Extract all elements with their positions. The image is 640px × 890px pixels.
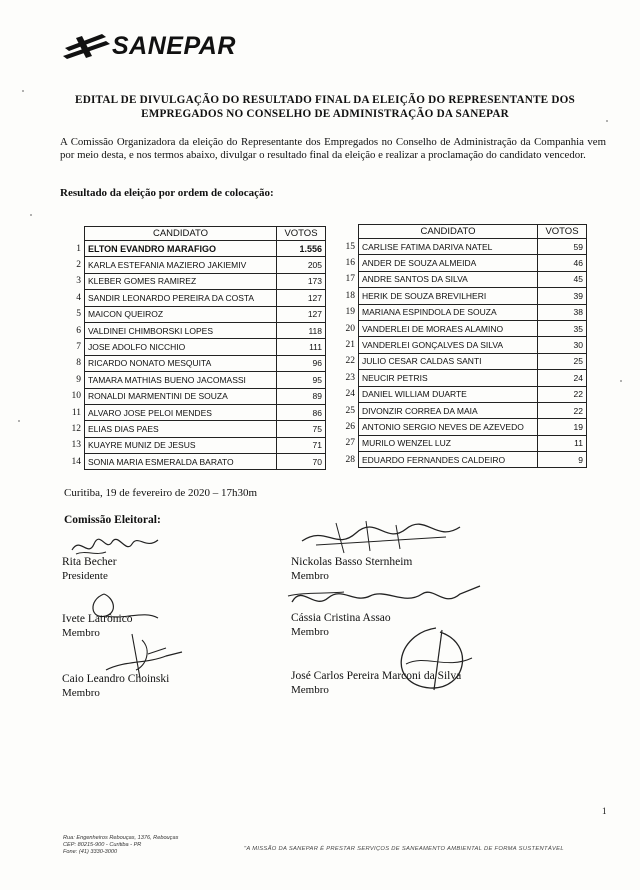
votes-cell: 25	[538, 353, 587, 369]
position-cell: 25	[340, 402, 359, 418]
votes-cell: 11	[538, 435, 587, 451]
member-name: Cássia Cristina Assao	[291, 612, 391, 624]
votes-cell: 22	[538, 386, 587, 402]
member-nickolas-sternheim	[291, 555, 412, 583]
table-row	[66, 257, 326, 273]
position-cell: 26	[340, 419, 359, 435]
table-row	[340, 271, 587, 287]
table-row	[340, 337, 587, 353]
candidate-cell: DIVONZIR CORREA DA MAIA	[359, 402, 538, 418]
footer-address	[63, 835, 178, 856]
table-row	[340, 370, 587, 386]
votes-cell: 35	[538, 320, 587, 336]
member-name: Caio Leandro Choinski	[62, 673, 170, 685]
table-row	[340, 320, 587, 336]
scan-speck	[606, 120, 608, 122]
votes-cell: 9	[538, 452, 587, 468]
position-cell: 23	[340, 370, 359, 386]
candidate-cell: MURILO WENZEL LUZ	[359, 435, 538, 451]
column-header-votes: VOTOS	[538, 225, 587, 239]
candidate-cell: VALDINEI CHIMBORSKI LOPES	[85, 322, 277, 338]
column-header-candidate: CANDIDATO	[359, 225, 538, 239]
intro-paragraph: A Comissão Organizadora da eleição do Representante dos Empregados no Conselho de Administração da Companhia vem por meio desta, e nos termos abaixo, divulgar o resultado final da eleição e realizar a proclamação do candidato vencedor.	[60, 136, 606, 161]
table-row	[66, 454, 326, 470]
position-cell: 16	[340, 255, 359, 271]
table-row	[66, 355, 326, 371]
logo-text: SANEPAR	[112, 32, 236, 60]
position-cell: 7	[66, 339, 85, 355]
member-name: Nickolas Basso Sternheim	[291, 556, 413, 568]
candidate-cell: SANDIR LEONARDO PEREIRA DA COSTA	[85, 290, 277, 306]
table-row	[340, 452, 587, 468]
votes-cell: 173	[277, 273, 326, 289]
candidate-cell: NEUCIR PETRIS	[359, 370, 538, 386]
position-cell: 21	[340, 337, 359, 353]
scan-speck	[22, 90, 24, 92]
table-row	[340, 386, 587, 402]
candidate-cell: ALVARO JOSE PELOI MENDES	[85, 404, 277, 420]
table-row	[66, 404, 326, 420]
votes-cell: 86	[277, 404, 326, 420]
sanepar-logo-icon	[62, 28, 112, 64]
votes-cell: 22	[538, 402, 587, 418]
votes-cell: 46	[538, 255, 587, 271]
results-table-left	[66, 226, 326, 470]
scan-speck	[30, 214, 32, 216]
footer-mission: "A MISSÃO DA SANEPAR É PRESTAR SERVIÇOS DE SANEAMENTO AMBIENTAL DE FORMA SUSTENTÁVEL	[244, 846, 564, 852]
votes-cell: 1.556	[277, 241, 326, 257]
table-row	[66, 290, 326, 306]
member-caio-choinski	[62, 672, 169, 700]
candidate-cell: DANIEL WILLIAM DUARTE	[359, 386, 538, 402]
candidate-cell: JOSE ADOLFO NICCHIO	[85, 339, 277, 355]
candidate-cell: CARLISE FATIMA DARIVA NATEL	[359, 239, 538, 255]
results-table-right	[340, 224, 587, 468]
candidate-cell: RONALDI MARMENTINI DE SOUZA	[85, 388, 277, 404]
candidate-cell: MAICON QUEIROZ	[85, 306, 277, 322]
position-cell: 24	[340, 386, 359, 402]
candidate-cell: EDUARDO FERNANDES CALDEIRO	[359, 452, 538, 468]
votes-cell: 30	[538, 337, 587, 353]
candidate-cell: KARLA ESTEFANIA MAZIERO JAKIEMIV	[85, 257, 277, 273]
candidate-cell: ANTONIO SERGIO NEVES DE AZEVEDO	[359, 419, 538, 435]
candidate-cell: ANDRE SANTOS DA SILVA	[359, 271, 538, 287]
member-jose-marconi	[291, 669, 461, 697]
candidate-cell: ELIAS DIAS PAES	[85, 421, 277, 437]
candidate-cell: VANDERLEI DE MORAES ALAMINO	[359, 320, 538, 336]
address-line: CEP: 80215-900 - Curitiba - PR	[63, 842, 142, 848]
votes-cell: 118	[277, 322, 326, 338]
member-name: José Carlos Pereira Marconi da Silva	[291, 670, 462, 682]
table-row	[340, 304, 587, 320]
table-row	[66, 322, 326, 338]
sanepar-logo	[62, 28, 252, 68]
member-cassia-assao	[291, 611, 391, 639]
candidate-cell: MARIANA ESPINDOLA DE SOUZA	[359, 304, 538, 320]
votes-cell: 19	[538, 419, 587, 435]
commission-heading: Comissão Eleitoral:	[64, 514, 161, 526]
document-title-line-2: EMPREGADOS NO CONSELHO DE ADMINISTRAÇÃO DA SANEPAR	[141, 108, 509, 120]
member-role: Presidente	[62, 570, 108, 582]
member-role: Membro	[291, 684, 329, 696]
candidate-cell: JULIO CESAR CALDAS SANTI	[359, 353, 538, 369]
place-and-date: Curitiba, 19 de fevereiro de 2020 – 17h30m	[64, 487, 258, 499]
candidate-cell: SONIA MARIA ESMERALDA BARATO	[85, 454, 277, 470]
signature-nickolas-sternheim	[296, 515, 466, 557]
table-row	[66, 437, 326, 453]
votes-cell: 70	[277, 454, 326, 470]
candidate-cell: TAMARA MATHIAS BUENO JACOMASSI	[85, 372, 277, 388]
column-header-candidate: CANDIDATO	[85, 227, 277, 241]
document-title-line-1: EDITAL DE DIVULGAÇÃO DO RESULTADO FINAL DA ELEIÇÃO DO REPRESENTANTE DOS	[75, 94, 575, 106]
position-cell: 15	[340, 239, 359, 255]
table-row	[340, 239, 587, 255]
position-cell: 14	[66, 454, 85, 470]
votes-cell: 111	[277, 339, 326, 355]
position-cell: 13	[66, 437, 85, 453]
table-row	[66, 388, 326, 404]
table-row	[66, 306, 326, 322]
votes-cell: 24	[538, 370, 587, 386]
position-cell: 8	[66, 355, 85, 371]
position-cell: 5	[66, 306, 85, 322]
position-cell: 6	[66, 322, 85, 338]
candidate-cell: VANDERLEI GONÇALVES DA SILVA	[359, 337, 538, 353]
table-row	[66, 372, 326, 388]
signature-cassia-assao	[284, 580, 484, 614]
member-role: Membro	[62, 687, 100, 699]
candidate-cell: KUAYRE MUNIZ DE JESUS	[85, 437, 277, 453]
votes-cell: 89	[277, 388, 326, 404]
candidate-cell: ANDER DE SOUZA ALMEIDA	[359, 255, 538, 271]
address-line: Fone: (41) 3330-3000	[63, 849, 118, 855]
votes-cell: 127	[277, 306, 326, 322]
column-header-votes: VOTOS	[277, 227, 326, 241]
scan-speck	[18, 420, 20, 422]
member-role: Membro	[62, 627, 100, 639]
position-cell: 10	[66, 388, 85, 404]
table-row	[66, 421, 326, 437]
candidate-cell: RICARDO NONATO MESQUITA	[85, 355, 277, 371]
address-line: Rua: Engenheiros Rebouças, 1376, Rebouças	[63, 835, 179, 841]
position-cell: 9	[66, 372, 85, 388]
position-cell: 20	[340, 320, 359, 336]
position-cell: 17	[340, 271, 359, 287]
page-number: 1	[602, 806, 607, 816]
candidate-cell: ELTON EVANDRO MARAFIGO	[85, 241, 277, 257]
votes-cell: 95	[277, 372, 326, 388]
scan-speck	[620, 380, 622, 382]
member-name: Rita Becher	[62, 556, 117, 568]
member-ivete-latronico	[62, 612, 133, 640]
votes-cell: 38	[538, 304, 587, 320]
table-row	[340, 402, 587, 418]
table-row	[340, 419, 587, 435]
member-role: Membro	[291, 570, 329, 582]
candidate-cell: HERIK DE SOUZA BREVILHERI	[359, 288, 538, 304]
position-cell: 12	[66, 421, 85, 437]
table-row	[340, 288, 587, 304]
table-row	[340, 435, 587, 451]
votes-cell: 59	[538, 239, 587, 255]
position-cell: 28	[340, 452, 359, 468]
votes-cell: 127	[277, 290, 326, 306]
candidate-cell: KLEBER GOMES RAMIREZ	[85, 273, 277, 289]
votes-cell: 96	[277, 355, 326, 371]
position-cell: 4	[66, 290, 85, 306]
results-subheading: Resultado da eleição por ordem de colocação:	[60, 187, 274, 199]
member-name: Ivete Latrônico	[62, 613, 133, 625]
table-row	[340, 353, 587, 369]
position-cell: 1	[66, 241, 85, 257]
table-row	[66, 273, 326, 289]
votes-cell: 71	[277, 437, 326, 453]
position-cell: 22	[340, 353, 359, 369]
table-row	[66, 241, 326, 257]
member-role: Membro	[291, 626, 329, 638]
position-cell: 3	[66, 273, 85, 289]
position-cell: 2	[66, 257, 85, 273]
position-cell: 18	[340, 288, 359, 304]
table-row	[340, 255, 587, 271]
position-cell: 27	[340, 435, 359, 451]
votes-cell: 205	[277, 257, 326, 273]
position-cell: 19	[340, 304, 359, 320]
table-row	[66, 339, 326, 355]
votes-cell: 39	[538, 288, 587, 304]
votes-cell: 75	[277, 421, 326, 437]
position-cell: 11	[66, 404, 85, 420]
votes-cell: 45	[538, 271, 587, 287]
member-rita-becher	[62, 555, 117, 583]
